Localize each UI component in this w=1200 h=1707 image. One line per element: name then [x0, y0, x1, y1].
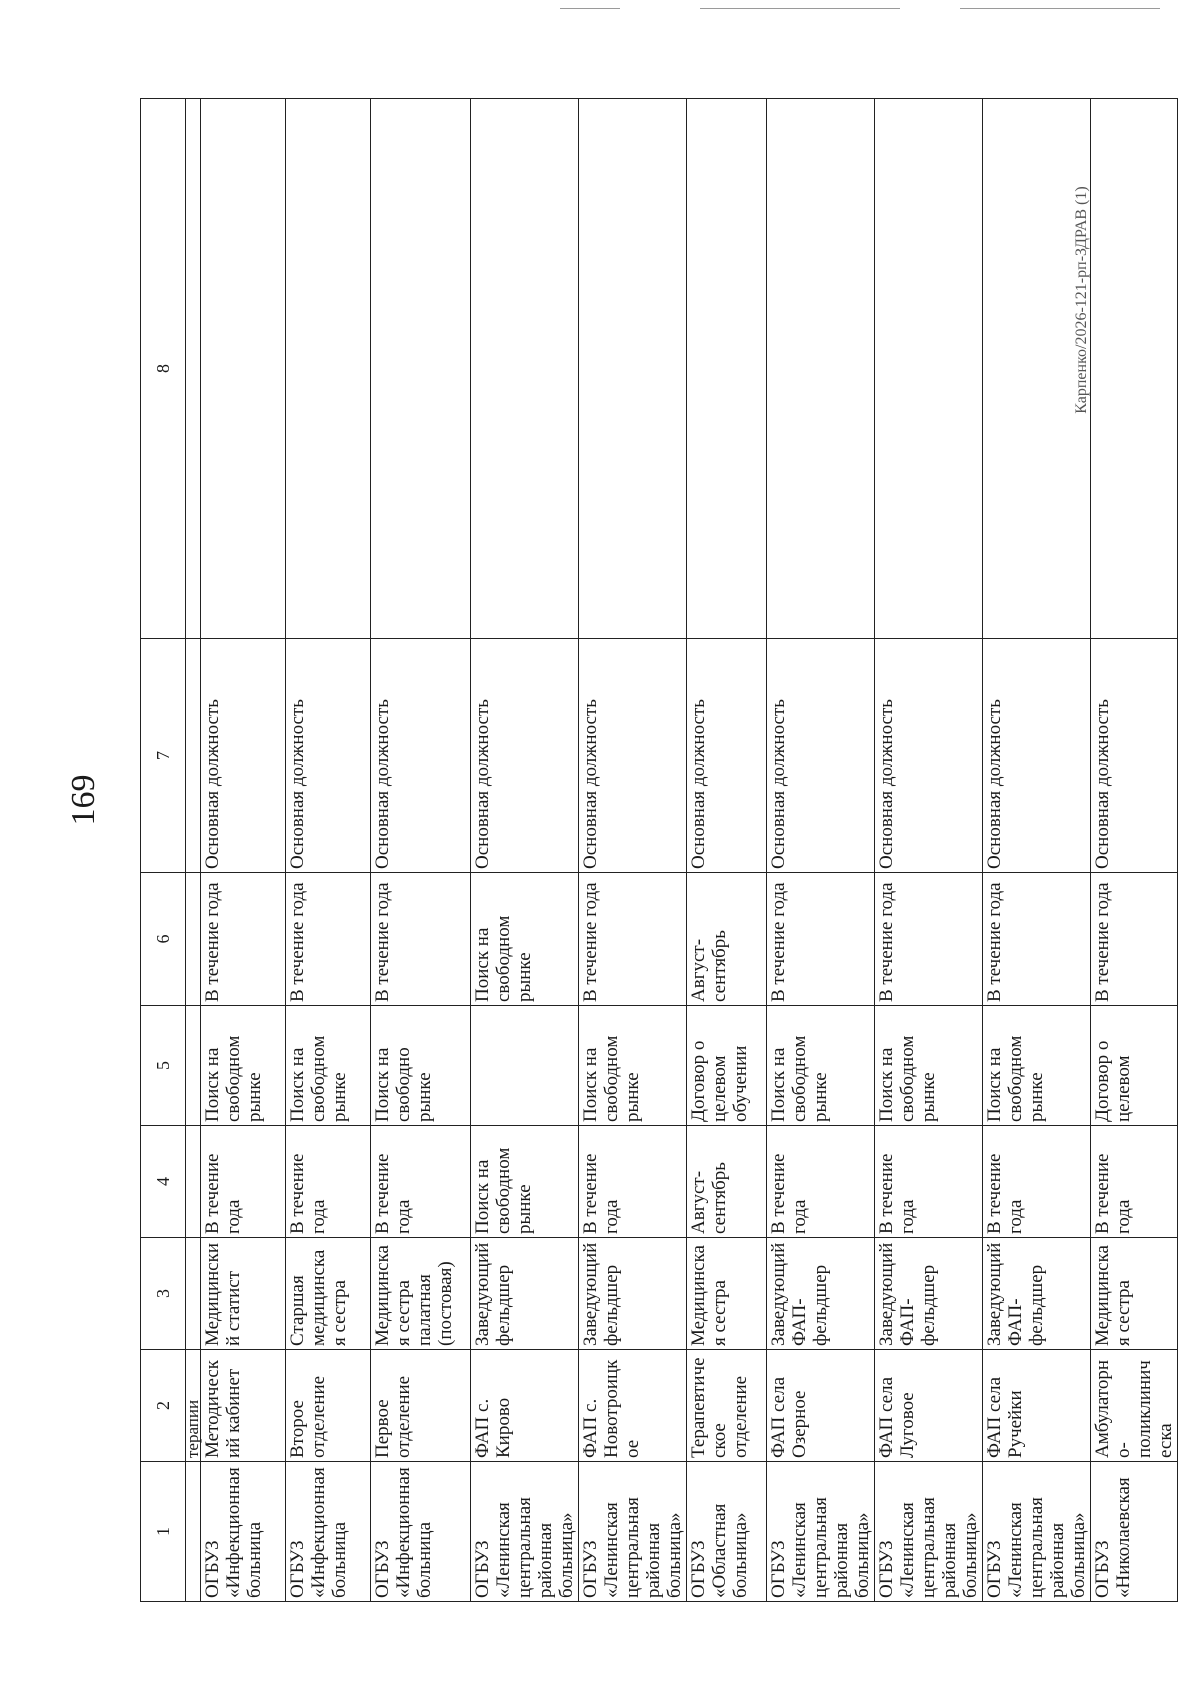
table-cell-col-5 — [471, 1006, 579, 1126]
table-cell-col-1: 1 — [141, 1462, 186, 1602]
header-row — [141, 99, 186, 1602]
table-cell-col-6: В течение года — [767, 873, 875, 1006]
table-cell-col-1: ОГБУЗ «Инфекционная больница — [371, 1462, 471, 1602]
table-cell-col-6: В течение года — [579, 873, 687, 1006]
table-cell-col-4: В течение года — [201, 1126, 286, 1238]
table-cell-col-1: ОГБУЗ «Николаевская — [1091, 1462, 1178, 1602]
table-cell-col-8 — [371, 99, 471, 639]
table-cell-col-4: В течение года — [371, 1126, 471, 1238]
table-cell-col-1: ОГБУЗ «Ленинская центральная районная больница» — [983, 1462, 1091, 1602]
table-cell-col-6: В течение года — [875, 873, 983, 1006]
table-cell-col-4: В течение года — [579, 1126, 687, 1238]
table-row — [983, 99, 1091, 1602]
table-cell-col-6: В течение года — [371, 873, 471, 1006]
table-cell-col-8 — [1091, 99, 1178, 639]
table-cell-col-4: Август-сентябрь — [687, 1126, 767, 1238]
staffing-table — [140, 98, 1178, 1602]
continuation-row — [186, 99, 201, 1602]
table-cell-col-5: Поиск на свободном рынке — [286, 1006, 371, 1126]
table-row — [286, 99, 371, 1602]
table-cell-col-5: Поиск на свободном рынке — [983, 1006, 1091, 1126]
table-cell-col-5: Договор о целевом — [1091, 1006, 1178, 1126]
table-cell-col-1: ОГБУЗ «Ленинская центральная районная больница» — [579, 1462, 687, 1602]
table-cell-col-2: Методический кабинет — [201, 1350, 286, 1462]
table-cell-col-6: В течение года — [286, 873, 371, 1006]
table-cell-col-4 — [186, 1126, 201, 1238]
table-cell-col-2: ФАП села Луговое — [875, 1350, 983, 1462]
scan-edge-line — [960, 8, 1160, 9]
table-cell-col-8 — [186, 99, 201, 639]
table-cell-col-7: Основная должность — [579, 639, 687, 873]
table-cell-col-6: В течение года — [201, 873, 286, 1006]
table-cell-col-8 — [687, 99, 767, 639]
table-cell-col-8 — [767, 99, 875, 639]
table-cell-col-3: Заведующий фельдшер — [579, 1238, 687, 1350]
table-cell-col-7: Основная должность — [983, 639, 1091, 873]
table-cell-col-4: Поиск на свободном рынке — [471, 1126, 579, 1238]
table-row — [471, 99, 579, 1602]
table-cell-col-7: 7 — [141, 639, 186, 873]
table-cell-col-6: В течение года — [1091, 873, 1178, 1006]
table-cell-col-2: Второе отделение — [286, 1350, 371, 1462]
table-cell-col-3: Заведующий ФАП-фельдшер — [983, 1238, 1091, 1350]
table-cell-col-7: Основная должность — [471, 639, 579, 873]
table-cell-col-1: ОГБУЗ «Областная больница» — [687, 1462, 767, 1602]
table-cell-col-5: Поиск на свободном рынке — [767, 1006, 875, 1126]
table-row — [1091, 99, 1178, 1602]
table-cell-col-1: ОГБУЗ «Ленинская центральная районная больница» — [471, 1462, 579, 1602]
table-cell-col-2: ФАП села Ручейки — [983, 1350, 1091, 1462]
table-cell-col-5 — [186, 1006, 201, 1126]
table-cell-col-4: В течение года — [767, 1126, 875, 1238]
document-code: Карпенко/2026-121-рп-ЗДРАВ (1) — [1073, 186, 1090, 414]
table-cell-col-3: Медицинская сестра палатная (постовая) — [371, 1238, 471, 1350]
table-cell-col-5: Поиск на свободно рынке — [371, 1006, 471, 1126]
table-cell-col-1: ОГБУЗ «Инфекционная больница — [201, 1462, 286, 1602]
table-cell-col-8 — [875, 99, 983, 639]
table-cell-col-2: ФАП с. Новотроицкое — [579, 1350, 687, 1462]
table-cell-col-2: Амбулаторно-поликлиническа — [1091, 1350, 1178, 1462]
table-cell-col-7: Основная должность — [371, 639, 471, 873]
table-cell-col-2: Первое отделение — [371, 1350, 471, 1462]
table-cell-col-4: В течение года — [983, 1126, 1091, 1238]
table-cell-col-8 — [983, 99, 1091, 639]
table-row — [201, 99, 286, 1602]
table-row — [875, 99, 983, 1602]
table-cell-col-6: 6 — [141, 873, 186, 1006]
table-cell-col-7: Основная должность — [1091, 639, 1178, 873]
table-cell-col-7: Основная должность — [201, 639, 286, 873]
page-number: 169 — [65, 774, 102, 826]
table-cell-col-1 — [186, 1462, 201, 1602]
table-cell-col-1: ОГБУЗ «Инфекционная больница — [286, 1462, 371, 1602]
table-cell-col-3: Медицинская сестра — [687, 1238, 767, 1350]
table-cell-col-2: ФАП села Озерное — [767, 1350, 875, 1462]
table-cell-col-5: Договор о целевом обучении — [687, 1006, 767, 1126]
table-cell-col-3 — [186, 1238, 201, 1350]
table-cell-col-5: Поиск на свободном рынке — [201, 1006, 286, 1126]
table-cell-col-6: Август-сентябрь — [687, 873, 767, 1006]
scan-edge-line — [560, 8, 620, 9]
table-cell-col-2: 2 — [141, 1350, 186, 1462]
table-cell-col-6: В течение года — [983, 873, 1091, 1006]
table-cell-col-8 — [471, 99, 579, 639]
table-cell-col-1: ОГБУЗ «Ленинская центральная районная больница» — [767, 1462, 875, 1602]
table-cell-col-3: Медицинская сестра — [1091, 1238, 1178, 1350]
table-cell-col-5: Поиск на свободном рынке — [875, 1006, 983, 1126]
table-cell-col-3: 3 — [141, 1238, 186, 1350]
table-cell-col-8 — [579, 99, 687, 639]
table-cell-col-3: Заведующий ФАП-фельдшер — [767, 1238, 875, 1350]
table-row — [767, 99, 875, 1602]
table-cell-col-1: ОГБУЗ «Ленинская центральная районная больница» — [875, 1462, 983, 1602]
scan-edge-line — [700, 8, 900, 9]
table-cell-col-4: В течение года — [286, 1126, 371, 1238]
table-cell-col-3: Заведующий ФАП-фельдшер — [875, 1238, 983, 1350]
table-cell-col-8: 8 — [141, 99, 186, 639]
table-cell-col-6 — [186, 873, 201, 1006]
table-cell-col-4: 4 — [141, 1126, 186, 1238]
table-cell-col-8 — [286, 99, 371, 639]
table-cell-col-6: Поиск на свободном рынке — [471, 873, 579, 1006]
table-cell-col-5: 5 — [141, 1006, 186, 1126]
table-cell-col-2: ФАП с. Кирово — [471, 1350, 579, 1462]
table-cell-col-2: терапии — [186, 1350, 201, 1462]
table-cell-col-7: Основная должность — [767, 639, 875, 873]
table-cell-col-4: В течение года — [875, 1126, 983, 1238]
table-cell-col-4: В течение года — [1091, 1126, 1178, 1238]
table-cell-col-7 — [186, 639, 201, 873]
table-cell-col-8 — [201, 99, 286, 639]
table-cell-col-5: Поиск на свободном рынке — [579, 1006, 687, 1126]
table-row — [687, 99, 767, 1602]
table-row — [579, 99, 687, 1602]
table-cell-col-3: Медицинский статист — [201, 1238, 286, 1350]
table-row — [371, 99, 471, 1602]
table-cell-col-7: Основная должность — [875, 639, 983, 873]
table-cell-col-3: Заведующий фельдшер — [471, 1238, 579, 1350]
table-cell-col-3: Старшая медицинская сестра — [286, 1238, 371, 1350]
table-cell-col-7: Основная должность — [687, 639, 767, 873]
table-cell-col-7: Основная должность — [286, 639, 371, 873]
table-cell-col-2: Терапевтическое отделение — [687, 1350, 767, 1462]
